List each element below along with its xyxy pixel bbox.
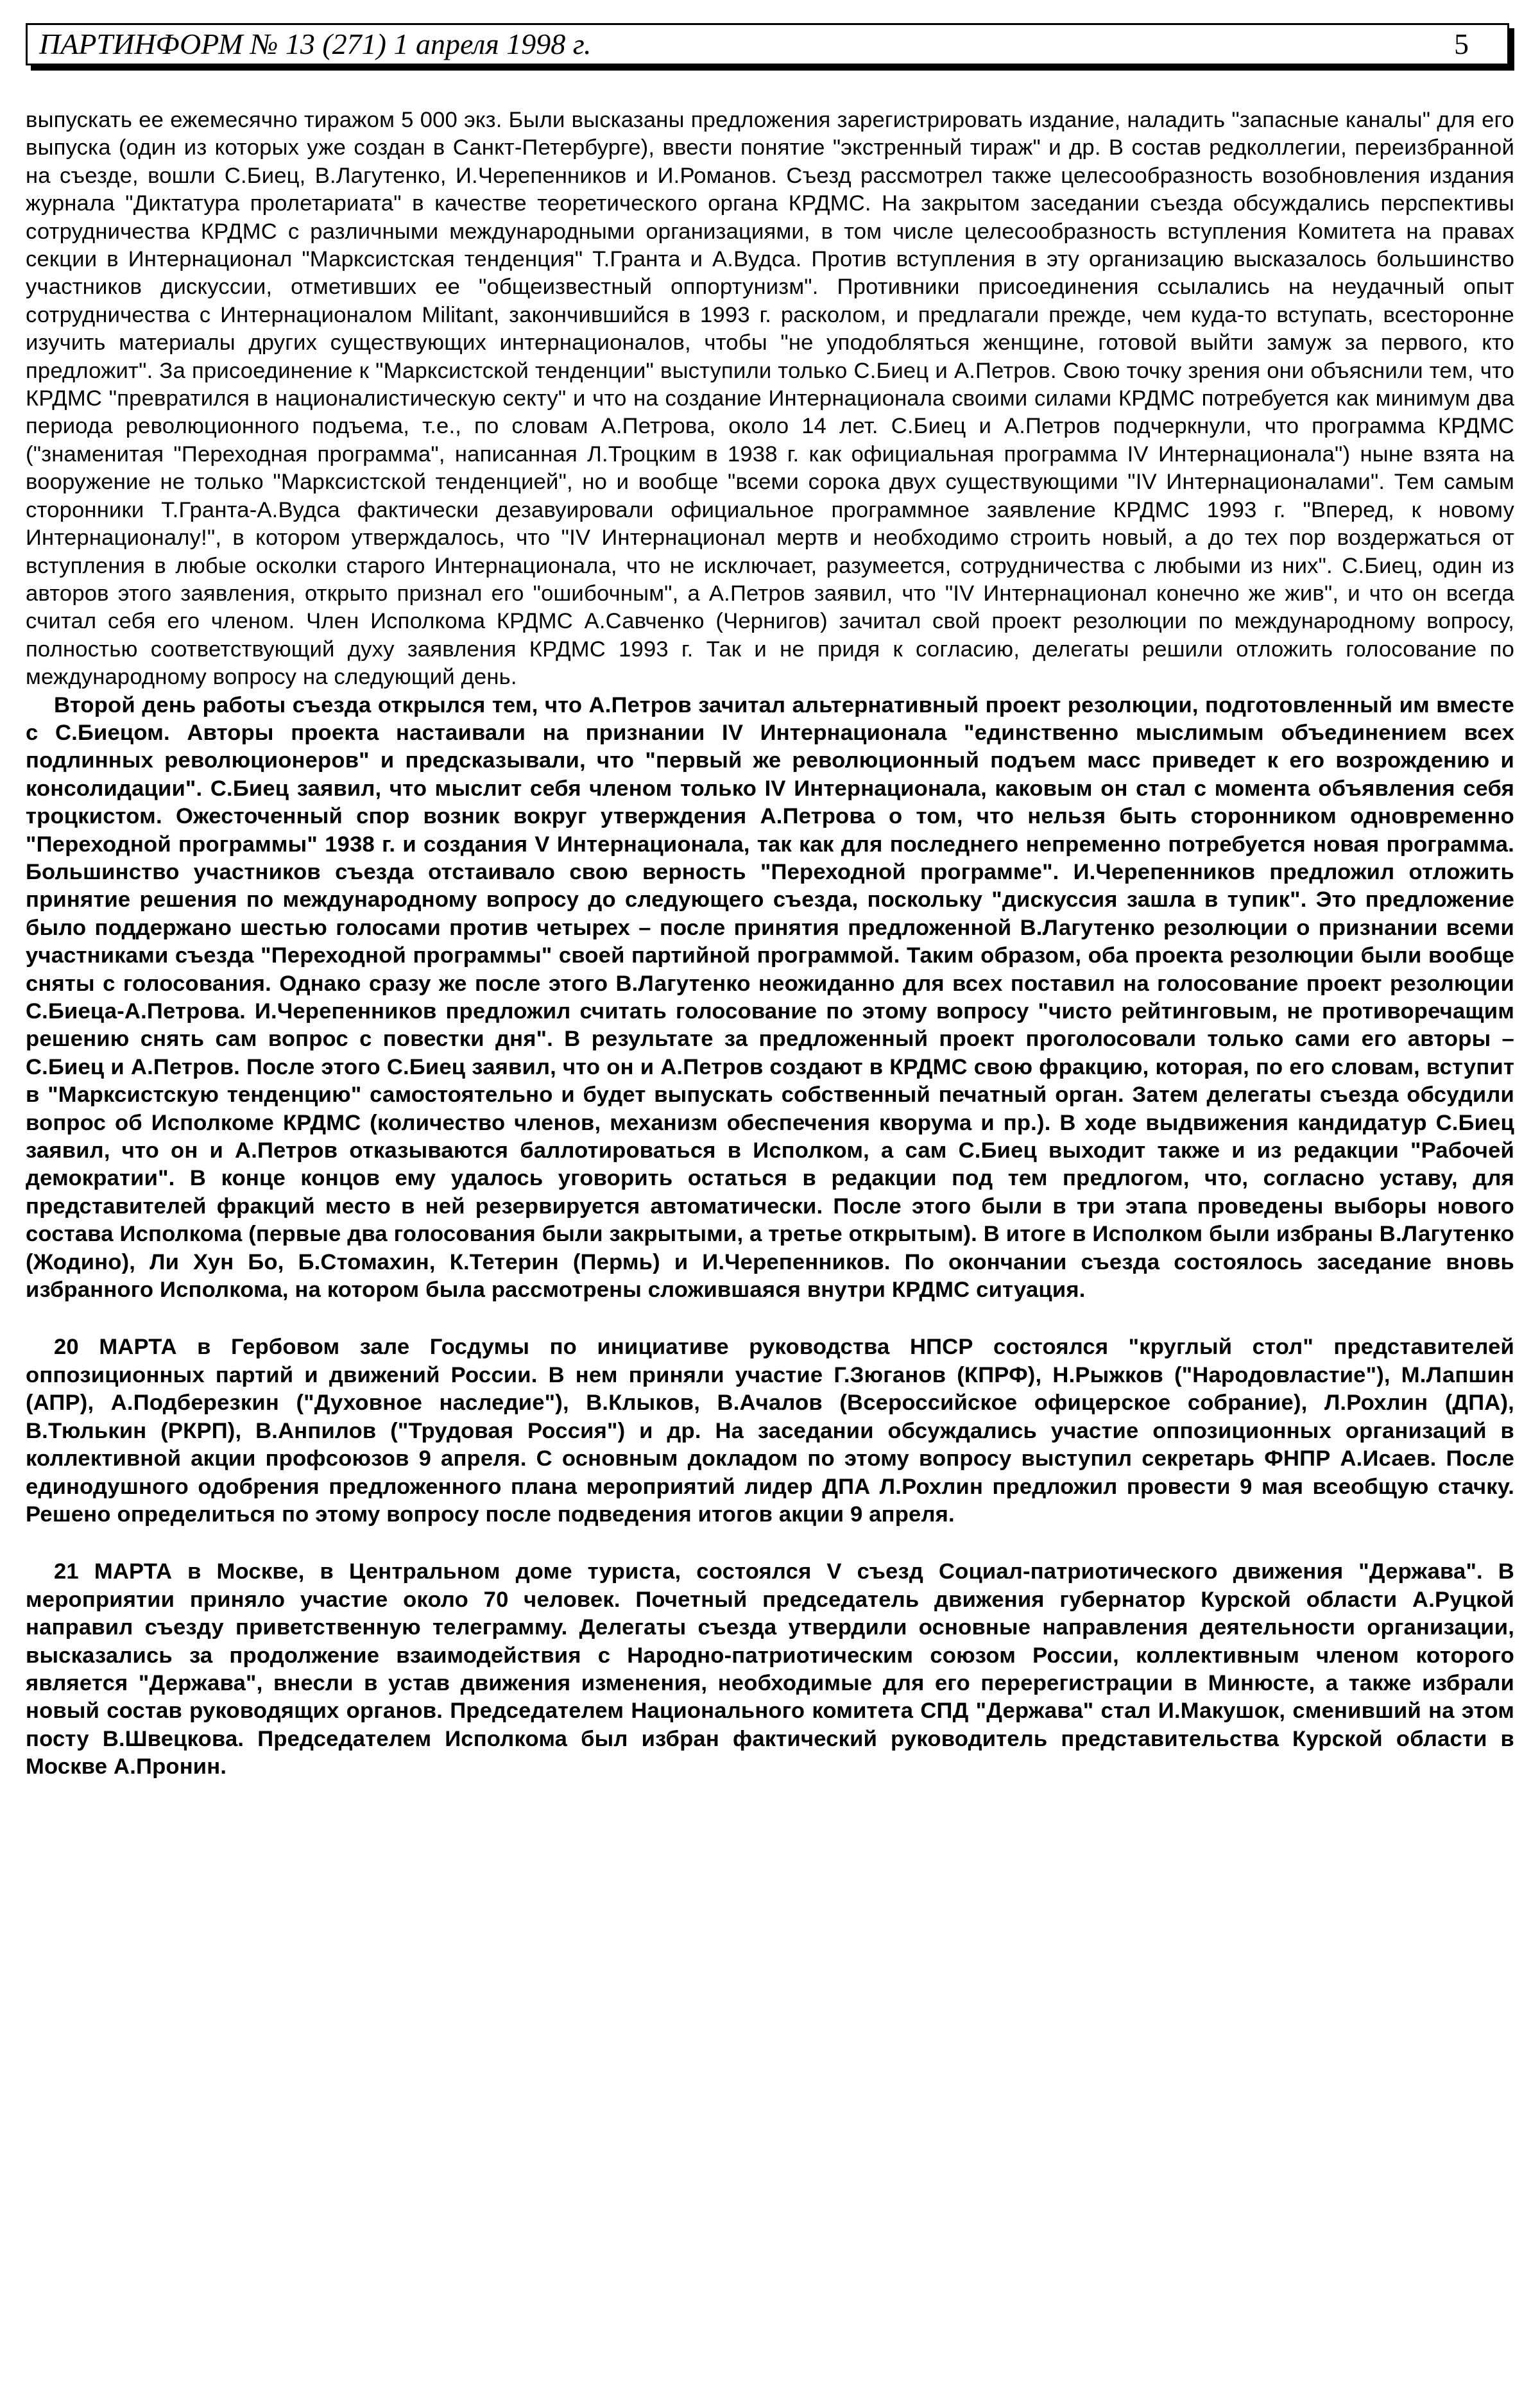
paragraph-continuation: выпускать ее ежемесячно тиражом 5 000 экз. Были высказаны предложения зарегистрировать издание, наладить "запасные каналы" для его выпуска (один из которых уже создан в Санкт-Петербурге), ввести понятие "экстренный тираж" и др. В состав редколлегии, переизбранной на съезде, вошли С.Биец, В.Лагутенко, И.Черепенников и И.Романов. Съезд рассмотрел также целесообразность возобновления издания журнала "Диктатура пролетариата" в качестве теоретического органа КРДМС. На закрытом заседании съезда обсуждались перспективы сотрудничества КРДМС с различными международными организациями, в том числе целесообразность вступления Комитета на правах секции в Интернационал "Марксистская тенденция" Т.Гранта и А.Вудса. Против вступления в эту организацию высказалось большинство участников дискуссии, отметивших ее "общеизвестный оппортунизм". Противники присоединения ссылались на неудачный опыт сотрудничества с Интернационалом Militant, закончившийся в 1993 г. расколом, и предлагали прежде, чем куда-то вступать, всесторонне изучить материалы других существующих интернационалов, чтобы "не уподобляться женщине, готовой выйти замуж за первого, кто предложит". За присоединение к "Марксистской тенденции" выступили только С.Биец и А.Петров. Свою точку зрения они объяснили тем, что КРДМС "превратился в националистическую секту" и что на создание Интернационала своими силами КРДМС потребуется как минимум два периода революционного подъема, т.е., по словам А.Петрова, около 14 лет. С.Биец и А.Петров подчеркнули, что программа КРДМС ("знаменитая "Переходная программа", написанная Л.Троцким в 1938 г. как официальная программа IV Интернационала") ныне взята на вооружение не только "Марксистской тенденцией", но и вообще "всеми сорока двух существующими "IV Интернационалами". Тем самым сторонники Т.Гранта-А.Вудса фактически дезавуировали официальное программное заявление КРДМС 1993 г. "Вперед, к новому Интернационалу!", в котором утверждалось, что "IV Интернационал мертв и необходимо строить новый, а до тех пор воздержаться от вступления в любые осколки старого Интернационала, что не исключает, разумеется, сотрудничества с любыми из них". С.Биец, один из авторов этого заявления, открыто признал его "ошибочным", а А.Петров заявил, что "IV Интернационал конечно же жив", и что он всегда считал себя его членом. Член Исполкома КРДМС А.Савченко (Чернигов) зачитал свой проект резолюции по международному вопросу, полностью соответствующий духу заявления КРДМС 1993 г. Так и не придя к согласию, делегаты решили отложить голосование по международному вопросу на следующий день. [26,108,1514,690]
paragraph-second-day: Второй день работы съезда открылся тем, что А.Петров зачитал альтернативный проект резолюции, подготовленный им вместе с С.Биецом. Авторы проекта настаивали на признании IV Интернационала "единственно мыслимым объединением всех подлинных революционеров" и предсказывали, что "первый же революционный подъем масс приведет к его возрождению и консолидации". С.Биец заявил, что мыслит себя членом только IV Интернационала, каковым он стал с момента объявления себя троцкистом. Ожесточенный спор возник вокруг утверждения А.Петрова о том, что нельзя быть сторонником одновременно "Переходной программы" 1938 г. и создания V Интернационала, так как для последнего непременно потребуется новая программа. Большинство участников съезда отстаивало свою верность "Переходной программе". И.Черепенников предложил отложить принятие решения по международному вопросу до следующего съезда, поскольку "дискуссия зашла в тупик". Это предложение было поддержано шестью голосами против четырех – после принятия предложенной В.Лагутенко резолюции о признании всеми участниками съезда "Переходной программы" своей партийной программой. Таким образом, оба проекта резолюции были вообще сняты с голосования. Однако сразу же после этого В.Лагутенко неожиданно для всех поставил на голосование проект резолюции С.Биеца-А.Петрова. И.Черепенников предложил считать голосование по этому вопросу "чисто рейтинговым, не противоречащим решению снять сам вопрос с повестки дня". В результате за предложенный проект проголосовали только сами его авторы – С.Биец и А.Петров. После этого С.Биец заявил, что он и А.Петров создают в КРДМС свою фракцию, которая, по его словам, вступит в "Марксистскую тенденцию" самостоятельно и будет выпускать собственный печатный орган. Затем делегаты съезда обсудили вопрос об Исполкоме КРДМС (количество членов, механизм обеспечения кворума и пр.). В ходе выдвижения кандидатур С.Биец заявил, что он и А.Петров отказываются баллотироваться в Исполком, а сам С.Биец выходит также и из редакции "Рабочей демократии". В конце концов ему удалось уговорить остаться в редакции под тем предлогом, что, согласно уставу, для представителей фракций место в ней резервируется автоматически. После этого были в три этапа проведены выборы нового состава Исполкома (первые два голосования были закрытыми, а третье открытым). В итоге в Исполком были избраны В.Лагутенко (Жодино), Ли Хун Бо, Б.Стомахин, К.Тетерин (Пермь) и И.Черепенников. По окончании съезда состоялось заседание вновь избранного Исполкома, на котором была рассмотрены сложившаяся внутри КРДМС ситуация. [26,692,1514,1303]
page-header [26,23,1509,65]
paragraph-march-21: 21 МАРТА в Москве, в Центральном доме туриста, состоялся V съезд Социал-патриотического движения "Держава". В мероприятии приняло участие около 70 человек. Почетный председатель движения губернатор Курской области А.Руцкой направил съезду приветственную телеграмму. Делегаты съезда утвердили основные направления деятельности организации, высказались за продолжение взаимодействия с Народно-патриотическим союзом России, коллективным членом которого является "Держава", внесли в устав движения изменения, необходимые для его перерегистрации в Минюсте, а также избрали новый состав руководящих органов. Председателем Национального комитета СПД "Держава" стал И.Макушок, сменивший на этом посту В.Швецкова. Председателем Исполкома был избран фактический руководитель представительства Курской области в Москве А.Пронин. [26,1559,1514,1779]
paragraph-march-20: 20 МАРТА в Гербовом зале Госдумы по инициативе руководства НПСР состоялся "круглый стол" представителей оппозиционных партий и движений России. В нем приняли участие Г.Зюганов (КПРФ), Н.Рыжков ("Народовластие"), М.Лапшин (АПР), А.Подберезкин ("Духовное наследие"), В.Клыков, В.Ачалов (Всероссийское офицерское собрание), Л.Рохлин (ДПА), В.Тюлькин (РКРП), В.Анпилов ("Трудовая Россия") и др. На заседании обсуждались участие оппозиционных организаций в коллективной акции профсоюзов 9 апреля. С основным докладом по этому вопросу выступил секретарь ФНПР А.Исаев. После единодушного одобрения предложенного плана мероприятий лидер ДПА Л.Рохлин предложил провести 9 мая всеобщую стачку. Решено определиться по этому вопросу после подведения итогов акции 9 апреля. [26,1335,1514,1527]
article-body [26,107,1514,1781]
page [26,23,1514,1781]
page-number: 5 [1454,28,1469,60]
header-title: ПАРТИНФОРМ № 13 (271) 1 апреля 1998 г. [39,28,592,60]
paragraph-gap [26,1304,1514,1333]
paragraph-gap [26,1529,1514,1558]
